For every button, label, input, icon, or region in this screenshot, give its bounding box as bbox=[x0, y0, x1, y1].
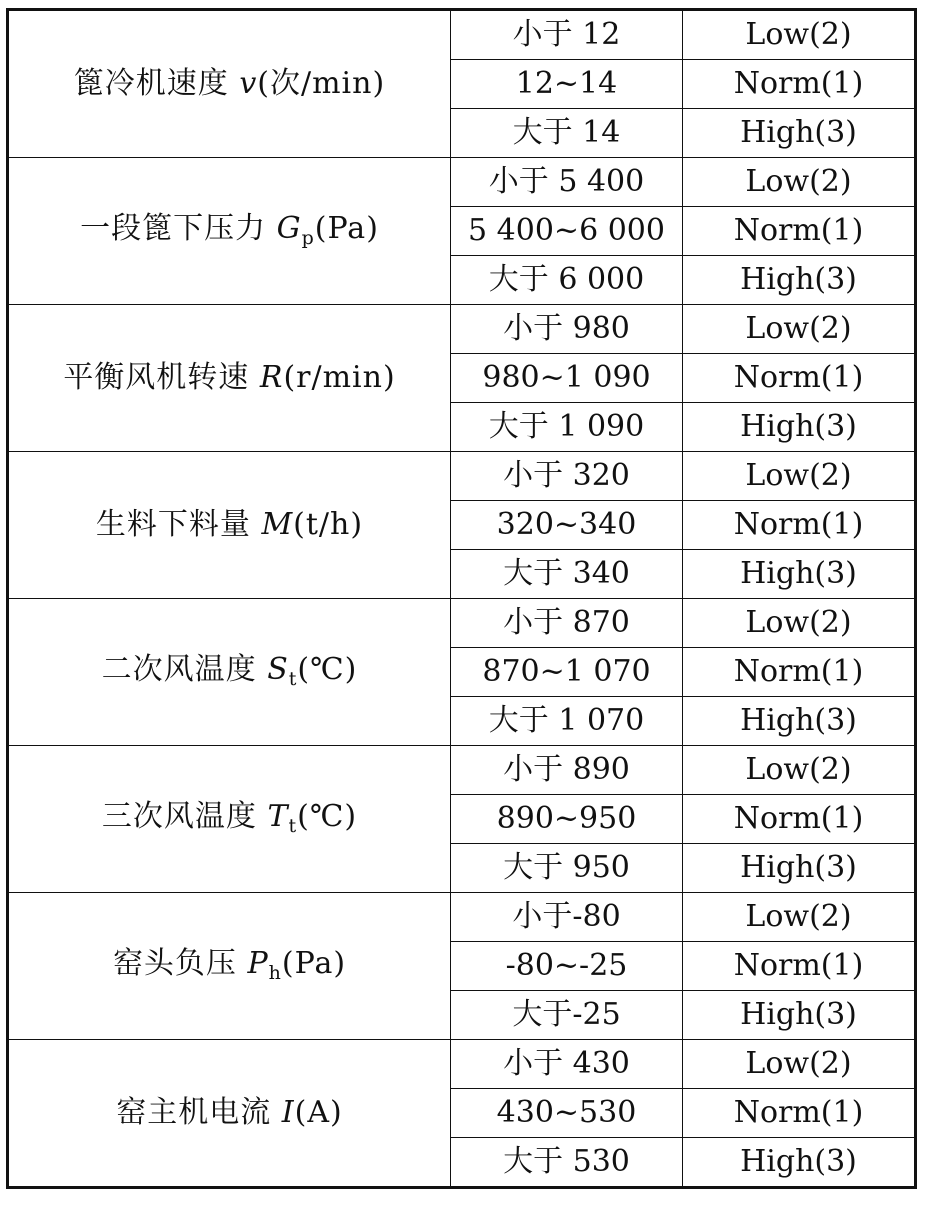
range-cell: -80~-25 bbox=[451, 942, 683, 991]
table-row bbox=[8, 599, 916, 648]
range-cell: 小于 430 bbox=[451, 1040, 683, 1089]
range-cell: 大于 340 bbox=[451, 550, 683, 599]
level-cell: Norm(1) bbox=[683, 354, 916, 403]
level-cell: Low(2) bbox=[683, 305, 916, 354]
range-cell: 870~1 070 bbox=[451, 648, 683, 697]
parameter-symbol: P bbox=[247, 946, 269, 981]
parameter-subscript: t bbox=[288, 815, 298, 837]
parameter-name-cell bbox=[8, 599, 451, 746]
range-cell: 5 400~6 000 bbox=[451, 207, 683, 256]
level-cell: Low(2) bbox=[683, 599, 916, 648]
parameter-name-cell bbox=[8, 893, 451, 1040]
table-row bbox=[8, 1040, 916, 1089]
level-cell: Norm(1) bbox=[683, 1089, 916, 1138]
table-body bbox=[8, 10, 916, 1188]
range-cell: 大于-25 bbox=[451, 991, 683, 1040]
level-cell: High(3) bbox=[683, 550, 916, 599]
range-cell: 小于 890 bbox=[451, 746, 683, 795]
level-cell: High(3) bbox=[683, 991, 916, 1040]
parameter-name: 窑头负压 bbox=[112, 946, 237, 981]
range-cell: 980~1 090 bbox=[451, 354, 683, 403]
level-cell: Norm(1) bbox=[683, 795, 916, 844]
level-cell: High(3) bbox=[683, 844, 916, 893]
level-cell: Norm(1) bbox=[683, 501, 916, 550]
parameter-name: 二次风温度 bbox=[101, 652, 257, 687]
level-cell: Norm(1) bbox=[683, 942, 916, 991]
level-cell: Norm(1) bbox=[683, 207, 916, 256]
range-cell: 大于 6 000 bbox=[451, 256, 683, 305]
level-cell: Low(2) bbox=[683, 1040, 916, 1089]
parameter-name-cell bbox=[8, 1040, 451, 1188]
parameter-level-table bbox=[6, 8, 917, 1189]
parameter-name-cell bbox=[8, 452, 451, 599]
range-cell: 小于 320 bbox=[451, 452, 683, 501]
level-cell: High(3) bbox=[683, 109, 916, 158]
level-cell: Low(2) bbox=[683, 158, 916, 207]
parameter-unit: (Pa) bbox=[314, 211, 379, 246]
parameter-subscript: p bbox=[301, 227, 315, 249]
level-cell: High(3) bbox=[683, 256, 916, 305]
range-cell: 小于 980 bbox=[451, 305, 683, 354]
parameter-name: 窑主机电流 bbox=[116, 1095, 272, 1130]
range-cell: 小于 12 bbox=[451, 10, 683, 60]
parameter-symbol: M bbox=[261, 507, 294, 542]
range-cell: 430~530 bbox=[451, 1089, 683, 1138]
table-row bbox=[8, 746, 916, 795]
parameter-unit: (Pa) bbox=[281, 946, 347, 981]
table-row bbox=[8, 452, 916, 501]
range-cell: 大于 1 070 bbox=[451, 697, 683, 746]
parameter-name: 篦冷机速度 bbox=[73, 66, 229, 101]
parameter-unit: (℃) bbox=[297, 652, 358, 687]
level-cell: Low(2) bbox=[683, 746, 916, 795]
level-cell: Norm(1) bbox=[683, 60, 916, 109]
range-cell: 890~950 bbox=[451, 795, 683, 844]
parameter-name-cell bbox=[8, 746, 451, 893]
parameter-symbol: G bbox=[276, 211, 302, 246]
parameter-unit: (次/min) bbox=[257, 66, 386, 101]
parameter-name: 一段篦下压力 bbox=[80, 211, 267, 246]
parameter-name-cell bbox=[8, 305, 451, 452]
level-cell: Norm(1) bbox=[683, 648, 916, 697]
level-cell: Low(2) bbox=[683, 10, 916, 60]
range-cell: 大于 950 bbox=[451, 844, 683, 893]
range-cell: 大于 530 bbox=[451, 1138, 683, 1188]
parameter-name-cell bbox=[8, 158, 451, 305]
table-row bbox=[8, 10, 916, 60]
level-cell: High(3) bbox=[683, 697, 916, 746]
range-cell: 小于-80 bbox=[451, 893, 683, 942]
parameter-symbol: I bbox=[281, 1095, 295, 1130]
range-cell: 320~340 bbox=[451, 501, 683, 550]
parameter-name: 三次风温度 bbox=[101, 799, 257, 834]
level-cell: High(3) bbox=[683, 403, 916, 452]
range-cell: 大于 14 bbox=[451, 109, 683, 158]
range-cell: 小于 5 400 bbox=[451, 158, 683, 207]
level-cell: High(3) bbox=[683, 1138, 916, 1188]
table-row bbox=[8, 158, 916, 207]
parameter-name: 生料下料量 bbox=[95, 507, 251, 542]
level-cell: Low(2) bbox=[683, 893, 916, 942]
parameter-symbol: T bbox=[267, 799, 289, 834]
range-cell: 小于 870 bbox=[451, 599, 683, 648]
parameter-subscript: t bbox=[288, 668, 298, 690]
parameter-name-cell bbox=[8, 10, 451, 158]
parameter-unit: (t/h) bbox=[293, 507, 364, 542]
parameter-unit: (A) bbox=[294, 1095, 343, 1130]
level-cell: Low(2) bbox=[683, 452, 916, 501]
parameter-name: 平衡风机转速 bbox=[63, 360, 250, 395]
table-row bbox=[8, 893, 916, 942]
range-cell: 大于 1 090 bbox=[451, 403, 683, 452]
parameter-symbol: v bbox=[239, 66, 258, 101]
parameter-symbol: S bbox=[267, 652, 289, 687]
parameter-subscript: h bbox=[268, 962, 282, 984]
parameter-unit: (r/min) bbox=[283, 360, 396, 395]
table-row bbox=[8, 305, 916, 354]
range-cell: 12~14 bbox=[451, 60, 683, 109]
parameter-unit: (℃) bbox=[297, 799, 358, 834]
parameter-symbol: R bbox=[259, 360, 284, 395]
